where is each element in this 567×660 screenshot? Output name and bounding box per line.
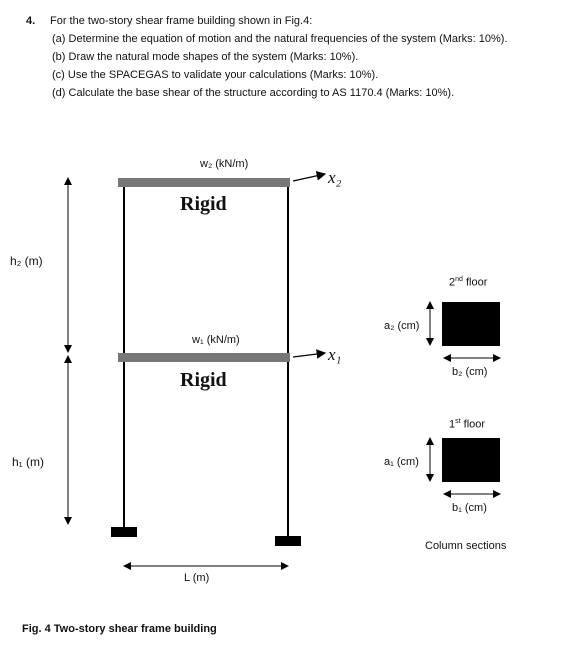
floor1-num: 1: [449, 418, 456, 431]
floor2-num: 2: [449, 276, 456, 289]
question-intro: For the two-story shear frame building shown in Fig.4:: [50, 15, 313, 27]
part-c-text: Use the SPACEGAS to validate your calculations (Marks: 10%).: [67, 69, 379, 81]
part-a-text: Determine the equation of motion and the natural frequencies of the system (Marks: 10%).: [68, 33, 508, 45]
load-mid-label: w₁ (kN/m): [192, 334, 240, 346]
top-beam: [118, 178, 290, 187]
part-d-label: (d): [52, 87, 66, 99]
section-1st-floor: [442, 438, 500, 482]
part-b-text: Draw the natural mode shapes of the system (Marks: 10%).: [68, 51, 359, 63]
h1-label: h₁ (m): [12, 455, 45, 469]
question-number: 4.: [26, 15, 36, 27]
sections-label: Column sections: [425, 540, 507, 552]
a2-label: a₂ (cm): [384, 320, 420, 332]
part-d-text: Calculate the base shear of the structure according to AS 1170.4 (Marks: 10%).: [68, 87, 455, 99]
floor2-label: [449, 276, 487, 289]
dof-mid-arrow: [293, 353, 325, 357]
left-support: [111, 527, 137, 537]
figure-caption: Fig. 4 Two-story shear frame building: [22, 623, 217, 635]
b1-label: b₁ (cm): [452, 502, 487, 514]
b2-label: b₂ (cm): [452, 366, 488, 378]
part-a-label: (a): [52, 33, 66, 45]
floor1-rest: floor: [460, 418, 486, 431]
mid-beam: [118, 353, 290, 362]
load-top-label: w₂ (kN/m): [200, 158, 249, 170]
floor2-sup: nd: [455, 276, 463, 283]
dof-top-arrow: [293, 174, 325, 181]
a1-label: a₁ (cm): [384, 456, 419, 468]
dof-top-label: x₂: [328, 168, 342, 187]
rigid-top-label: Rigid: [180, 193, 227, 215]
part-c-label: (c): [52, 69, 65, 81]
right-support: [275, 536, 301, 546]
floor1-sup: st: [455, 418, 461, 425]
span-label: L (m): [184, 572, 210, 584]
floor2-rest: floor: [462, 276, 488, 289]
section-2nd-floor: [442, 302, 500, 346]
h2-label: h₂ (m): [10, 254, 43, 268]
rigid-mid-label: Rigid: [180, 369, 227, 391]
floor1-label: [449, 418, 485, 431]
dof-mid-label: x₁: [328, 345, 342, 364]
part-b-label: (b): [52, 51, 66, 63]
